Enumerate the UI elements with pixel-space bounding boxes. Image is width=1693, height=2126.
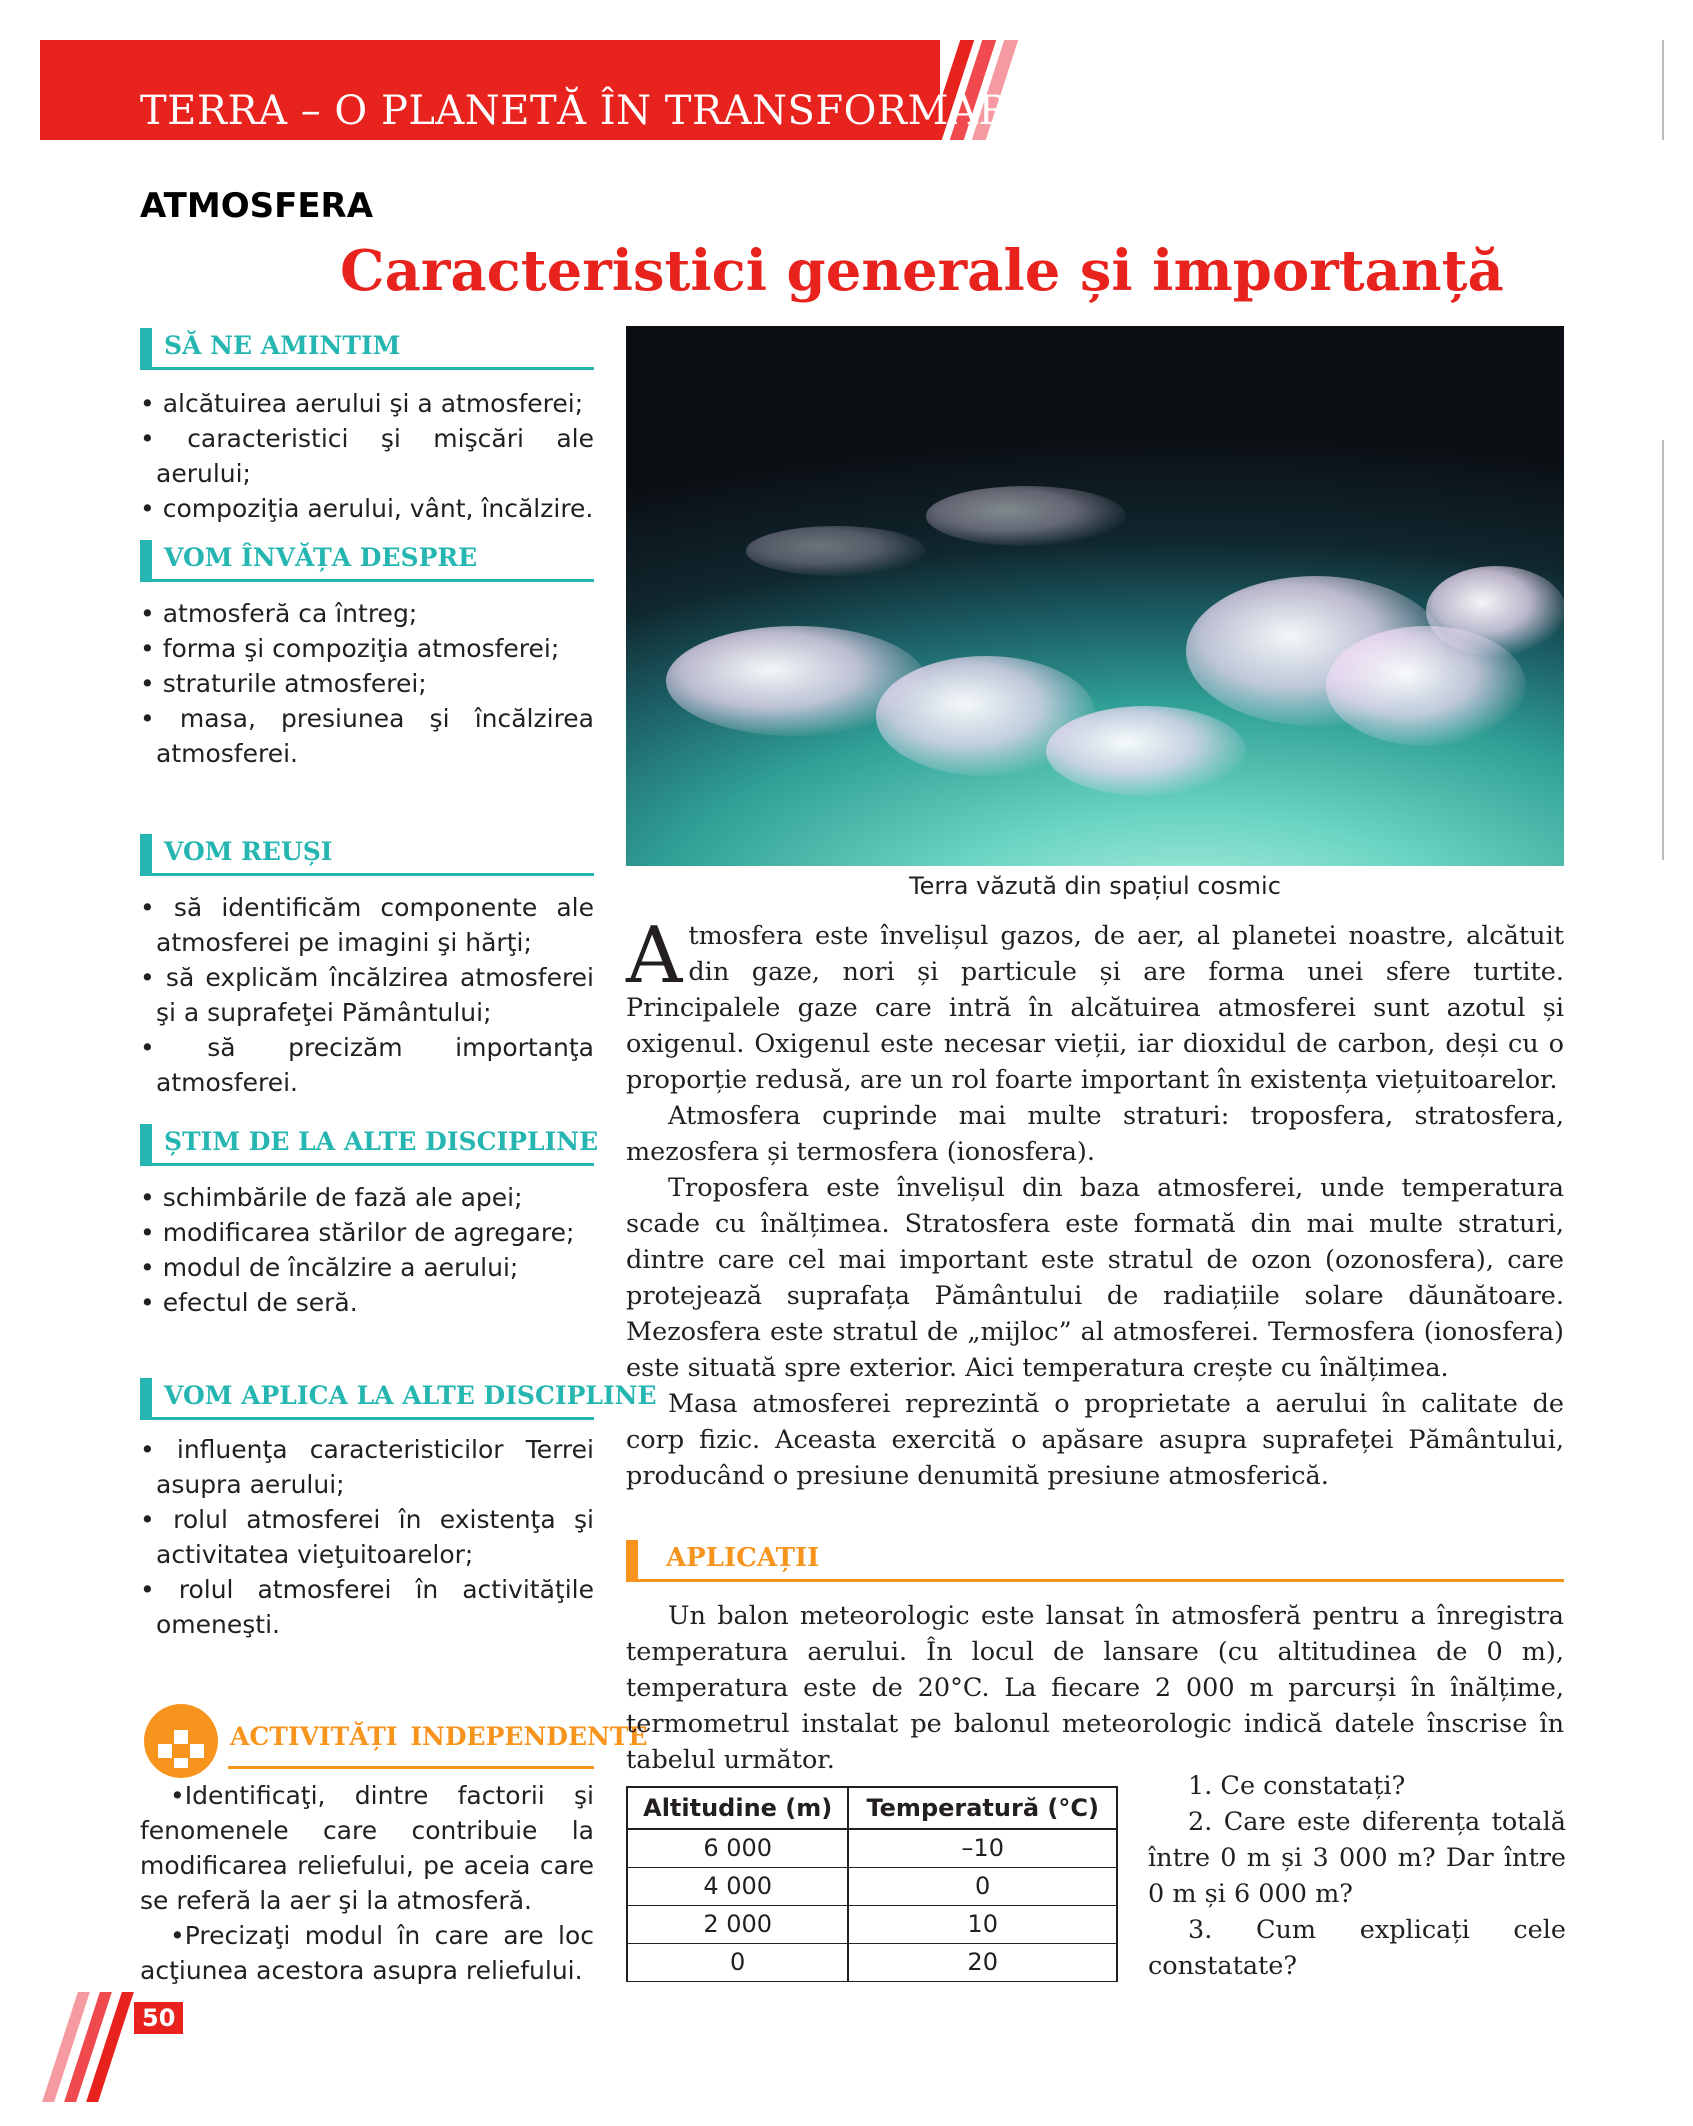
body-text	[626, 911, 1564, 1494]
activities-icon	[144, 1704, 218, 1778]
table-row	[627, 1867, 1117, 1905]
list-item: • atmosferă ca întreg;	[140, 596, 594, 631]
learn-list	[140, 596, 594, 771]
data-table	[626, 1786, 1118, 1982]
paragraph: Masa atmosferei reprezintă o proprietate a aerului în calitate de corp fizic. Aceasta exercită o apăsare asupra suprafeței Pământului, producând o presiune denumită presiune atmosferică.	[626, 1389, 1564, 1491]
paragraph: •Identificaţi, dintre factorii şi fenomenele care contribuie la modificarea reliefului, pe aceia care se referă la aer şi la atmosferă.	[140, 1781, 594, 1915]
earth-photo	[626, 326, 1564, 866]
activities-text	[140, 1778, 594, 1988]
learn-heading: VOM ÎNVĂȚA DESPRE	[140, 538, 594, 582]
list-item: • straturile atmosferei;	[140, 666, 594, 701]
table-row	[627, 1829, 1117, 1867]
remember-heading: SĂ NE AMINTIM	[140, 326, 594, 370]
list-item: • caracteristici şi mişcări ale aerului;	[140, 421, 594, 491]
table-row	[627, 1943, 1117, 1981]
table-header: Altitudine (m)	[627, 1787, 848, 1829]
list-item: • schimbările de fază ale apei;	[140, 1180, 594, 1215]
page-title: Caracteristici generale și importanță	[340, 238, 1504, 304]
paragraph: Troposfera este învelișul din baza atmosferei, unde temperatura scade cu înălțimea. Stratosfera este formată din mai multe straturi, dintre care cel mai important este stratul de ozon (ozonosfera), care protejează suprafața Pământului de radiațiile solare dăunătoare. Mezosfera este stratul de „mijloc” al atmosferei. Termosfera (ionosfera) este situată spre exterior. Aici temperatura crește cu înălțimea.	[626, 1173, 1564, 1383]
list-item: • alcătuirea aerului şi a atmosferei;	[140, 386, 594, 421]
paragraph: Atmosfera cuprinde mai multe straturi: troposfera, stratosfera, mezosfera și termosfera (ionosfera).	[626, 1101, 1564, 1167]
known-list	[140, 1180, 594, 1320]
remember-list	[140, 386, 594, 526]
list-item: • compoziţia aerului, vânt, încălzire.	[140, 491, 594, 526]
questions	[1148, 1768, 1566, 1984]
succeed-heading: VOM REUȘI	[140, 832, 594, 876]
apply-list	[140, 1432, 594, 1642]
table-cell: 0	[627, 1943, 848, 1981]
activities-title: ACTIVITĂȚI INDEPENDENTE	[230, 1722, 648, 1751]
drop-cap: A	[626, 911, 683, 1001]
paragraph: Atmosfera este învelișul gazos, de aer, al planetei noastre, alcătuit din gaze, nori și particule și are forma unei sfere turtite. Principalele gaze care intră în alcătuirea atmosferei sunt azotul și oxigenul. Oxigenul este necesar vieții, iar dioxidul de carbon, deși cu o proporție redusă, are un rol foarte important în existența viețuitoarelor.	[626, 911, 1564, 1095]
list-item: • influenţa caracteristicilor Terrei asupra aerului;	[140, 1432, 594, 1502]
succeed-list	[140, 890, 594, 1100]
applications-heading: APLICAȚII	[626, 1538, 1564, 1582]
table-header-row	[627, 1787, 1117, 1829]
table-cell: –10	[848, 1829, 1117, 1867]
apply-heading: VOM APLICA LA ALTE DISCIPLINE	[140, 1376, 594, 1420]
page-number: 50	[134, 2002, 183, 2034]
list-item: • modificarea stărilor de agregare;	[140, 1215, 594, 1250]
list-item: • forma şi compoziţia atmosferei;	[140, 631, 594, 666]
table-cell: 0	[848, 1867, 1117, 1905]
list-item: • rolul atmosferei în activităţile omeneşti.	[140, 1572, 594, 1642]
divider	[228, 1766, 594, 1769]
list-item: • masa, presiunea şi încălzirea atmosferei.	[140, 701, 594, 771]
applications-text: Un balon meteorologic este lansat în atmosferă pentru a înregistra temperatura aerului. În locul de lansare (cu altitudinea de 0 m), temperatura este de 20°C. La fiecare 2 000 m parcurși în înălțime, termometrul instalat pe balonul meteorologic indică datele înscrise în tabelul următor.	[626, 1601, 1564, 1775]
list-item: • să identificăm componente ale atmosferei pe imagini şi hărţi;	[140, 890, 594, 960]
photo-caption: Terra văzută din spațiul cosmic	[909, 872, 1281, 900]
list-item: • modul de încălzire a aerului;	[140, 1250, 594, 1285]
chapter-title: TERRA – O PLANETĂ ÎN TRANSFORMARE	[140, 88, 1039, 134]
table-cell: 6 000	[627, 1829, 848, 1867]
list-item: • să precizăm importanţa atmosferei.	[140, 1030, 594, 1100]
activities-heading	[140, 1700, 648, 1780]
list-item: • efectul de seră.	[140, 1285, 594, 1320]
page-edge	[1662, 440, 1664, 860]
list-item: • să explicăm încălzirea atmosferei şi a suprafeţei Pământului;	[140, 960, 594, 1030]
table-cell: 2 000	[627, 1905, 848, 1943]
table-cell: 20	[848, 1943, 1117, 1981]
table-row	[627, 1905, 1117, 1943]
known-heading: ȘTIM DE LA ALTE DISCIPLINE	[140, 1122, 594, 1166]
section-label: ATMOSFERA	[140, 186, 374, 226]
table-header: Temperatură (°C)	[848, 1787, 1117, 1829]
table-cell: 10	[848, 1905, 1117, 1943]
question: 3. Cum explicați cele constatate?	[1148, 1915, 1566, 1981]
question: 2. Care este diferența totală între 0 m și 3 000 m? Dar între 0 m și 6 000 m?	[1148, 1807, 1566, 1909]
table-cell: 4 000	[627, 1867, 848, 1905]
question: 1. Ce constatați?	[1188, 1771, 1406, 1801]
paragraph: •Precizaţi modul în care are loc acţiunea acestora asupra reliefului.	[140, 1921, 594, 1985]
page-edge	[1662, 40, 1664, 140]
list-item: • rolul atmosferei în existenţa şi activitatea vieţuitoarelor;	[140, 1502, 594, 1572]
